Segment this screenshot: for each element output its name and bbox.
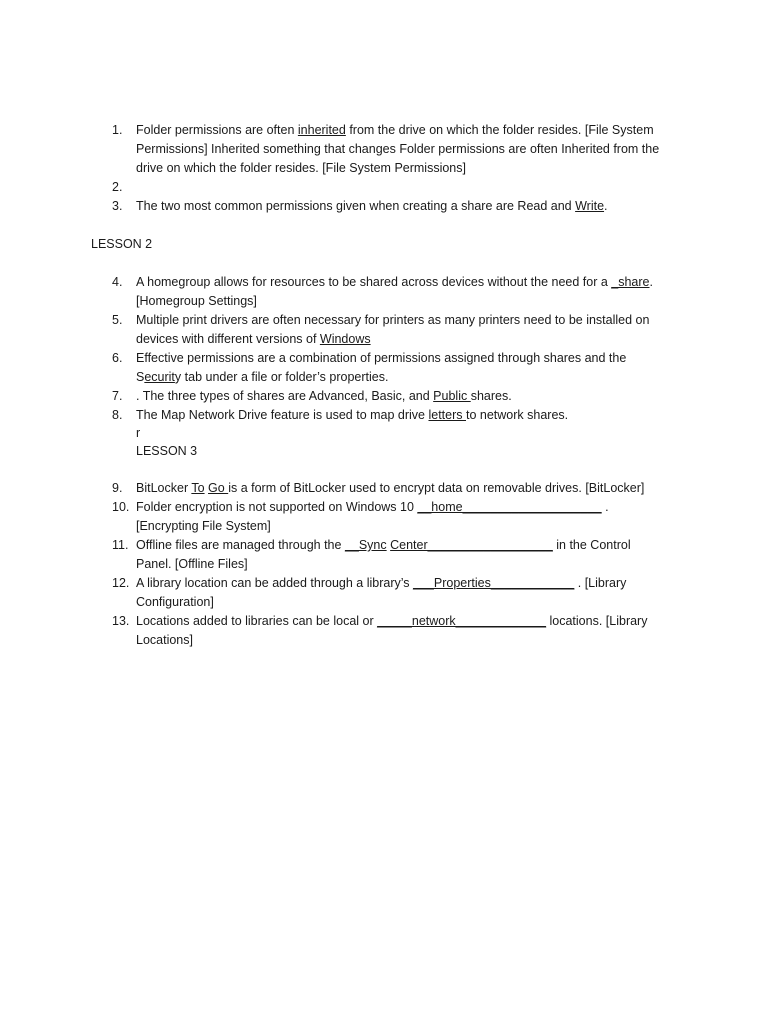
question-item <box>0 273 768 311</box>
question-text: in the Control Panel. [Offline Files] <box>136 538 631 571</box>
question-number: 10. <box>112 500 130 514</box>
answer-text: ___Properties____________ <box>413 576 575 590</box>
question-text: . [Encrypting File System] <box>136 500 609 533</box>
answer-text: ecurit <box>144 370 175 384</box>
question-text: The Map Network Drive feature is used to map drive <box>136 408 429 422</box>
question-item <box>0 178 768 197</box>
question-item <box>0 121 768 178</box>
question-text: shares. <box>470 389 512 403</box>
answer-text: _____network_____________ <box>377 614 547 628</box>
answer-text: __Sync <box>344 538 387 552</box>
question-item <box>0 349 768 387</box>
question-number: 2. <box>112 180 123 194</box>
question-text: Multiple print drivers are often necessary for printers as many printers need to be installed on devices with different versions of <box>136 313 650 346</box>
question-number: 6. <box>112 351 123 365</box>
question-text: locations. [Library Locations] <box>136 614 648 647</box>
question-number: 1. <box>112 123 123 137</box>
answer-text: Write <box>575 199 605 213</box>
answer-text: To <box>191 481 205 495</box>
question-text: A library location can be added through a library’s <box>136 576 414 590</box>
question-item <box>0 536 768 574</box>
question-text: A homegroup allows for resources to be shared across devices without the need for a <box>136 275 612 289</box>
question-item <box>0 387 768 406</box>
question-list-lesson-1 <box>0 121 768 216</box>
question-text: Offline files are managed through the <box>136 538 345 552</box>
question-number: 12. <box>112 576 130 590</box>
answer-text: _share <box>611 275 650 289</box>
question-number: 11. <box>112 538 129 552</box>
question-text: Folder encryption is not supported on Windows 10 <box>136 500 418 514</box>
question-number: 8. <box>112 408 123 422</box>
question-number: 9. <box>112 481 123 495</box>
question-text: . [Homegroup Settings] <box>136 275 653 308</box>
question-item <box>0 311 768 349</box>
question-number: 13. <box>112 614 130 628</box>
question-text: . The three types of shares are Advanced, Basic, and <box>136 389 434 403</box>
question-item <box>0 612 768 650</box>
question-text: from the drive on which the folder resides. [File System Permissions] Inherited something that changes Folder permissions are often Inherited from the drive on which the folder resides. [File System Permissions] <box>136 123 660 175</box>
lesson-heading-3: LESSON 3 <box>136 444 198 458</box>
question-text: The two most common permissions given when creating a share are Read and <box>136 199 576 213</box>
question-text: BitLocker <box>136 481 192 495</box>
answer-text: letters <box>428 408 466 422</box>
question-text: Locations added to libraries can be local or <box>136 614 378 628</box>
question-text: to network shares. <box>466 408 569 422</box>
answer-text: __home____________________ <box>417 500 602 514</box>
question-item <box>0 197 768 216</box>
question-item <box>0 498 768 536</box>
question-text: . [Library Configuration] <box>136 576 627 609</box>
answer-text: inherited <box>297 123 346 137</box>
answer-text: Go <box>208 481 229 495</box>
question-text: . <box>604 199 608 213</box>
answer-text: Windows <box>319 332 371 346</box>
answer-text: Center__________________ <box>390 538 553 552</box>
question-number: 4. <box>112 275 123 289</box>
question-item <box>0 574 768 612</box>
question-text: Effective permissions are a combination of permissions assigned through shares and the S <box>136 351 627 384</box>
question-item <box>0 479 768 498</box>
stray-character: r <box>136 426 141 440</box>
question-item <box>0 406 768 425</box>
question-text: is a form of BitLocker used to encrypt data on removable drives. [BitLocker] <box>228 481 645 495</box>
lesson-heading-2: LESSON 2 <box>91 237 153 251</box>
question-text: Folder permissions are often <box>136 123 298 137</box>
question-text: y tab under a file or folder’s properties. <box>174 370 389 384</box>
question-number: 7. <box>112 389 123 403</box>
question-list-lesson-3 <box>0 479 768 650</box>
question-list-lesson-2 <box>0 273 768 425</box>
question-number: 3. <box>112 199 123 213</box>
question-number: 5. <box>112 313 123 327</box>
answer-text: Public <box>433 389 471 403</box>
